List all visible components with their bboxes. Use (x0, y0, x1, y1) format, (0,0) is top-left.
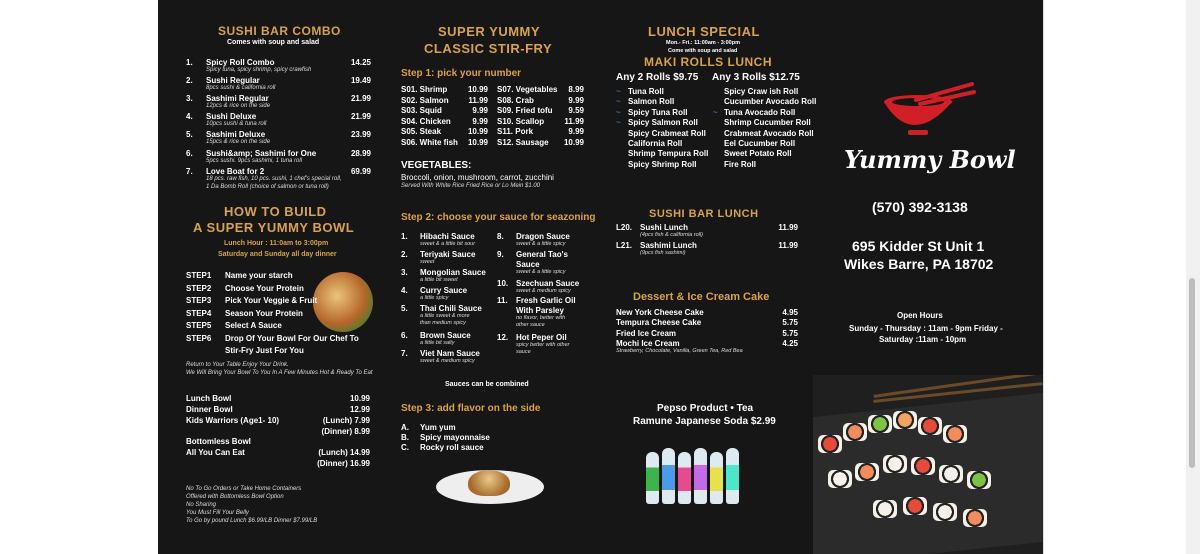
sauce-desc: sweet & a little spicy (516, 269, 566, 275)
sauce-number: 3. (401, 268, 408, 277)
stir-fry-photo (313, 272, 373, 332)
sauce-name: Dragon Sauce (516, 232, 570, 241)
dessert-name: Tempura Cheese Cake (616, 318, 702, 328)
step-key: STEP2 (186, 283, 212, 293)
step-value: Select A Sauce (225, 321, 282, 331)
stirfry-item: S08. Crab (497, 95, 534, 105)
build-hours-2: Saturday and Sunday all day dinner (218, 251, 337, 258)
step2-title: Step 2: choose your sauce for seazoning (401, 212, 596, 223)
combo-price: 21.99 (350, 94, 371, 103)
sushi-piece (828, 470, 852, 488)
sushi-lunch-code: L20. (616, 223, 633, 232)
sauce-name: Viet Nam Sauce (420, 349, 480, 358)
stirfry-item: S02. Salmon (401, 95, 449, 105)
bowl-price-value: (Lunch) 14.99 (318, 448, 370, 457)
ramune-bottle (694, 448, 707, 504)
maki-title: MAKI ROLLS LUNCH (644, 55, 772, 69)
stirfry-item: S05. Steak (401, 127, 442, 137)
combo-desc: 15pcs & rice on the side (206, 139, 271, 145)
flavor-letter: A. (401, 423, 409, 432)
step-value: Season Your Protein (225, 308, 303, 318)
raw-fish-icon: ~ (616, 97, 621, 107)
sushi-lunch-price: 11.99 (778, 223, 798, 232)
sauce-name: Teriyaki Sauce (420, 250, 476, 259)
stirfry-item: S07. Vegetables (497, 85, 558, 94)
sauce-desc: sweet & medium spicy (516, 288, 571, 294)
maki-col1-header: Any 2 Rolls $9.75 (616, 72, 699, 83)
step-key: STEP6 (186, 334, 212, 343)
combo-desc: 10pcs sushi & tuna roll (206, 121, 267, 127)
combo-number: 6. (186, 149, 193, 158)
stirfry-item: S01. Shrimp (401, 85, 448, 94)
dessert-price: 5.75 (782, 318, 798, 328)
sauce-number: 10. (497, 279, 509, 288)
combo-name: Sushi Deluxe (206, 112, 257, 121)
stirfry-price: 10.99 (467, 85, 488, 94)
maki-roll: Shrimp Tempura Roll (628, 149, 709, 159)
combo-name: Sashimi Regular (206, 94, 269, 103)
combo-price: 14.25 (350, 58, 371, 67)
combo-price: 19.49 (350, 76, 371, 85)
fine-print-line: No Sharing (186, 502, 217, 508)
combo-price: 69.99 (350, 167, 371, 176)
maki-roll: Salmon Roll (628, 97, 675, 107)
maki-roll: California Roll (628, 139, 683, 148)
sauce-desc: other sauce (516, 322, 545, 328)
sauce-number: 8. (497, 232, 504, 241)
dessert-name: New York Cheese Cake (616, 308, 704, 317)
combo-desc: 12pcs & rice on the side (206, 103, 271, 109)
sauce-name: Curry Sauce (420, 286, 468, 295)
combo-number: 1. (186, 58, 193, 67)
stirfry-price: 9.59 (568, 106, 584, 116)
sauce-name: Brown Sauce (420, 331, 471, 340)
combo-name: Sashimi Deluxe (206, 130, 266, 139)
ramune-bottle (678, 452, 691, 504)
raw-fish-icon: ~ (616, 87, 621, 96)
stirfry-price: 9.99 (568, 95, 584, 105)
sauce-desc: a little sweet & more (420, 313, 470, 319)
combo-desc: 8pcs sushi & california roll (206, 85, 276, 91)
combo-number: 4. (186, 112, 193, 121)
sauce-name: Hibachi Sauce (420, 232, 475, 241)
veg-list: Broccoli, onion, mushroom, carrot, zucchini (401, 173, 554, 182)
scrollbar-thumb[interactable] (1189, 278, 1195, 468)
dessert-name: Mochi Ice Cream (616, 339, 680, 349)
combo-name: Sushi Regular (206, 76, 260, 85)
build-title-1: HOW TO BUILD (224, 204, 327, 219)
sushi-lunch-code: L21. (616, 241, 633, 250)
step-key: STEP4 (186, 308, 212, 318)
fine-print-line: You Must Fill Your Belly (186, 510, 249, 516)
flavor-name: Yum yum (420, 423, 456, 432)
phone: (570) 392-3138 (872, 199, 968, 215)
sushi-piece (818, 435, 842, 453)
fine-print-line: Offered with Bottomless Bowl Option (186, 494, 284, 500)
flavor-letter: B. (401, 433, 409, 442)
hours-line-2: Saturday :11am - 10pm (879, 335, 967, 344)
sushi-lunch-name: Sashimi Lunch (640, 241, 697, 250)
sauce-number: 1. (401, 232, 408, 241)
flavor-name: Rocky roll sauce (420, 443, 484, 452)
stirfry-item: S11. Pork (497, 127, 534, 137)
sauce-desc: sweet & a little bit sour (420, 241, 476, 247)
fine-print-line: To Go by pound Lunch $6.99/LB Dinner $7.99/LB (186, 518, 318, 524)
stirfry-price: 8.99 (568, 85, 584, 94)
maki-roll: Crabmeat Avocado Roll (724, 128, 814, 138)
stirfry-item: S06. White fish (401, 138, 458, 147)
lunch-sub-1: Mon.- Fri.: 11:00am - 3:00pm (666, 40, 740, 46)
lunch-title: LUNCH SPECIAL (648, 24, 760, 39)
ramune-bottle (662, 448, 675, 504)
step-key: STEP5 (186, 321, 212, 331)
stirfry-price: 10.99 (563, 138, 584, 147)
stirfry-item: S03. Squid (401, 106, 442, 116)
sauce-desc: sauce (516, 349, 531, 355)
flavor-letter: C. (401, 443, 409, 452)
build-title-2: A SUPER YUMMY BOWL (193, 220, 355, 235)
combo-price: 28.99 (350, 149, 371, 158)
ice-cream-photo (468, 470, 510, 496)
stirfry-item: S12. Sausage (497, 138, 549, 147)
combo-price: 23.99 (350, 130, 371, 139)
sushi-lunch-price: 11.99 (778, 241, 798, 250)
dessert-price: 5.75 (782, 328, 798, 338)
sushi-piece (873, 500, 897, 518)
lunch-sub-2: Come with soup and salad (668, 48, 738, 54)
sauce-name: With Parsley (516, 306, 564, 315)
sauce-number: 11. (497, 296, 508, 305)
maki-roll: Sweet Potato Roll (724, 149, 792, 159)
stirfry-price: 10.99 (467, 127, 488, 137)
sauce-number: 7. (401, 349, 408, 358)
sauce-number: 5. (401, 304, 408, 313)
bowl-price-value: (Dinner) 16.99 (317, 459, 370, 468)
stirfry-price: 9.99 (568, 127, 584, 137)
raw-fish-icon: ~ (713, 107, 718, 117)
left-margin (0, 0, 158, 554)
combo-subtitle: Comes with soup and salad (227, 39, 320, 46)
sauce-desc: than medium spicy (420, 320, 466, 326)
veg-note: Served With White Rice Fried Rice or Lo Mein $1.00 (401, 183, 541, 189)
sushi-lunch-title: SUSHI BAR LUNCH (649, 208, 759, 220)
sauce-name: Sauce (516, 260, 540, 269)
stirfry-item: S04. Chicken (401, 116, 451, 126)
stirfry-price: 9.99 (472, 106, 488, 116)
sushi-piece (967, 471, 991, 489)
sushi-piece (963, 509, 987, 527)
sauce-name: Szechuan Sauce (516, 279, 580, 288)
sushi-piece (943, 425, 967, 443)
hours-line-1: Sunday - Thursday : 11am - 9pm Friday - (849, 324, 1003, 333)
sushi-piece (911, 457, 935, 475)
combo-number: 5. (186, 130, 193, 139)
sauce-name: Fresh Garlic Oil (516, 296, 576, 305)
step-key: STEP1 (186, 271, 212, 280)
combo-title: SUSHI BAR COMBO (218, 24, 341, 38)
sushi-platter-photo (813, 375, 1043, 554)
step-value: Name your starch (225, 271, 293, 280)
stirfry-item: S09. Fried tofu (497, 106, 553, 116)
bowl-price-label: Lunch Bowl (186, 394, 232, 403)
maki-roll: Spicy Tuna Roll (628, 107, 688, 117)
maki-roll: Spicy Salmon Roll (628, 118, 698, 128)
bowl-price-value: 12.99 (349, 405, 370, 414)
sauce-desc: sweet & a little spicy (516, 241, 566, 247)
step1-title: Step 1: pick your number (401, 68, 522, 79)
combo-name: Love Boat for 2 (206, 167, 265, 176)
sushi-piece (939, 465, 963, 483)
sushi-piece (903, 497, 927, 515)
sauce-number: 6. (401, 331, 408, 340)
build-note-2: We Will Bring Your Bowl To You In A Few Minutes Hot & Ready To Eat (186, 370, 373, 376)
sauce-name: General Tao's (516, 250, 568, 259)
combo-desc: 5pcs sushi. 9pcs sashimi, 1 tuna roll (206, 158, 303, 164)
dessert-price: 4.25 (782, 339, 798, 349)
combo-desc: 18 pcs. raw fish, 10 pcs. sushi, 1 chef's special roll, (206, 176, 342, 182)
combo-name: Sushi&amp; Sashimi for One (206, 149, 317, 158)
drinks-line-1: Pepso Product • Tea (657, 403, 754, 414)
combo-desc: 1 Da Bomb Roll (choice of salmon or tuna roll) (206, 184, 329, 190)
menu-image (158, 0, 1043, 554)
sauces-combined: Sauces can be combined (445, 381, 529, 388)
sauce-number: 4. (401, 286, 408, 295)
build-hours-1: Lunch Hour : 11:0am to 3:00pm (224, 240, 329, 247)
right-margin (1043, 0, 1200, 554)
maki-roll: Shrimp Cucumber Roll (724, 118, 811, 128)
step3-title: Step 3: add flavor on the side (401, 403, 541, 414)
sauce-name: Hot Peper Oil (516, 333, 567, 342)
bowl-price-label: Dinner Bowl (186, 405, 233, 414)
combo-name: Spicy Roll Combo (206, 58, 275, 67)
maki-roll: Spicy Craw ish Roll (724, 87, 799, 96)
sushi-piece (855, 463, 879, 481)
step-key: STEP3 (186, 296, 212, 306)
ramune-bottle (726, 448, 739, 504)
sauce-desc: no flavor, better with (516, 315, 566, 321)
stirfry-price: 10.99 (467, 138, 488, 147)
sauce-desc: a little bit sweet (420, 277, 458, 283)
maki-col2-header: Any 3 Rolls $12.75 (712, 72, 800, 83)
sauce-desc: spicy better with other (516, 342, 570, 348)
raw-fish-icon: ~ (616, 107, 621, 117)
sushi-lunch-name: Sushi Lunch (640, 223, 688, 232)
sauce-desc: sweet (420, 259, 435, 265)
combo-price: 21.99 (350, 112, 371, 121)
fine-print-line: No To Go Orders or Take Home Containers (186, 486, 302, 492)
step-value: Choose Your Protein (225, 283, 304, 293)
yummy-bowl-logo-icon (876, 78, 976, 148)
bowl-price-value: (Dinner) 8.99 (321, 427, 370, 436)
dessert-price: 4.95 (782, 308, 798, 317)
sauce-number: 2. (401, 250, 408, 259)
stirfry-title-2: CLASSIC STIR-FRY (424, 41, 553, 56)
build-note-1: Return to Your Table Enjoy Your Drink. (186, 362, 289, 368)
sauce-desc: a little bit salty (420, 340, 455, 346)
raw-fish-icon: ~ (616, 118, 621, 128)
sauce-desc: sweet & medium spicy (420, 358, 475, 364)
stirfry-price: 11.99 (564, 116, 584, 126)
maki-roll: Spicy Crabmeat Roll (628, 128, 706, 138)
stirfry-item: S10. Scallop (497, 116, 545, 126)
step6-continued: Stir-Fry Just For You (225, 346, 304, 355)
brand-name: Yummy Bowl (844, 145, 1016, 174)
sauce-name: Thai Chili Sauce (420, 304, 482, 313)
sushi-piece (893, 411, 917, 429)
maki-roll: Cucumber Avocado Roll (724, 97, 817, 107)
scrollbar[interactable] (1186, 0, 1200, 554)
combo-number: 3. (186, 94, 193, 103)
maki-roll: Spicy Shrimp Roll (628, 159, 697, 169)
step-value: Drop Of Your Bowl For Our Chef To (225, 334, 359, 343)
bowl-price-label: Bottomless Bowl (186, 437, 251, 446)
dessert-name: Fried Ice Cream (616, 328, 677, 338)
maki-roll: Tuna Roll (628, 87, 664, 96)
combo-number: 2. (186, 76, 193, 85)
drinks-line-2: Ramune Japanese Soda $2.99 (633, 416, 776, 427)
combo-number: 7. (186, 167, 193, 176)
sushi-piece (918, 417, 942, 435)
sauce-desc: a little spicy (420, 295, 449, 301)
sushi-piece (933, 503, 957, 521)
sauce-name: Mongolian Sauce (420, 268, 486, 277)
combo-desc: Spicy tuna, spicy shrimp, spicy crawfish (206, 67, 312, 73)
sushi-piece (843, 423, 867, 441)
sauce-number: 9. (497, 250, 504, 259)
stirfry-price: 11.99 (468, 95, 488, 105)
maki-roll: Fire Roll (724, 159, 757, 169)
step-value: Pick Your Veggie & Fruit (225, 296, 318, 306)
sushi-piece (868, 415, 892, 433)
hours-title: Open Hours (897, 311, 943, 320)
dessert-title: Dessert & Ice Cream Cake (633, 291, 770, 303)
maki-roll: Eel Cucumber Roll (724, 139, 796, 148)
bowl-price-value: 10.99 (349, 394, 370, 403)
ramune-bottle (710, 452, 723, 504)
bowl-price-label: All You Can Eat (186, 448, 245, 457)
address-line-1: 695 Kidder St Unit 1 (852, 238, 985, 254)
bowl-price-label: Kids Warriors (Age1- 10) (186, 416, 280, 425)
address-line-2: Wikes Barre, PA 18702 (844, 256, 994, 272)
stirfry-title-1: SUPER YUMMY (438, 24, 541, 39)
veg-title: VEGETABLES: (401, 160, 472, 171)
stirfry-price: 9.99 (472, 116, 488, 126)
maki-roll: Tuna Avocado Roll (724, 107, 796, 117)
ramune-bottle (646, 452, 659, 504)
sushi-piece (883, 455, 907, 473)
sauce-number: 12. (497, 333, 509, 342)
mochi-flavors: Strawberry, Chocolate, Vanilla, Green Tea, Red Bea (616, 348, 743, 354)
sushi-lunch-desc: (9pcs fish sashimi) (640, 250, 686, 256)
flavor-name: Spicy mayonnaise (420, 433, 490, 442)
bowl-price-value: (Lunch) 7.99 (322, 416, 370, 425)
sushi-lunch-desc: (4pcs fish & california roll) (640, 232, 703, 238)
